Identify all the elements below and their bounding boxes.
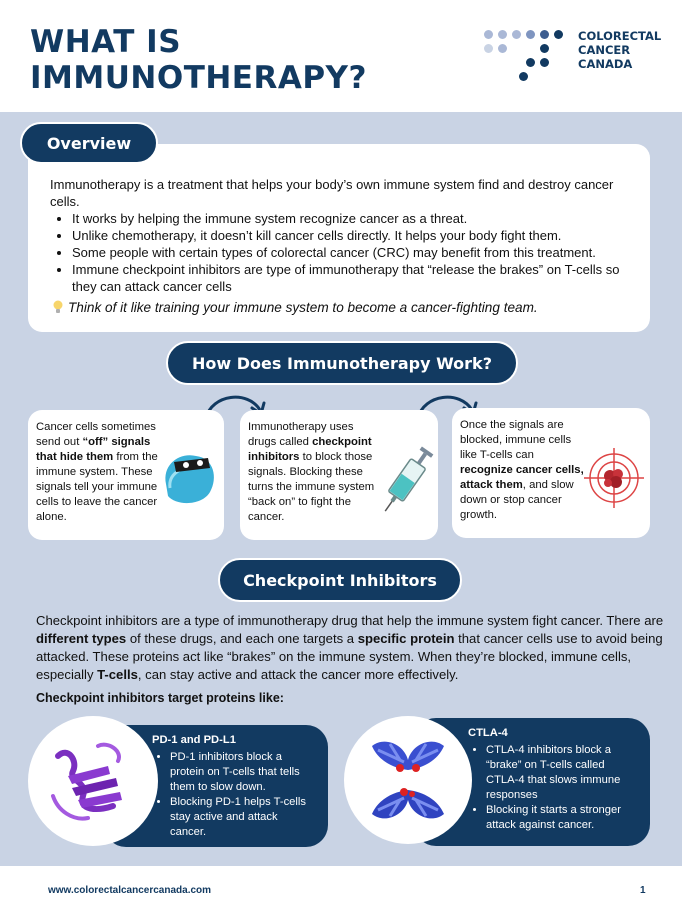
- syringe-icon: [378, 440, 436, 520]
- overview-bullet: • Immune checkpoint inhibitors are type of immunotherapy that “release the brakes” on T-cells so they can attack cancer cells: [72, 261, 636, 295]
- target-proteins-heading: Checkpoint inhibitors target proteins like:: [36, 691, 284, 705]
- title-line-1: WHAT IS: [30, 24, 182, 60]
- step-1-text: Cancer cells sometimes send out “off” signals that hide them from the immune system. These signals tell your immune cells to leave the cancer alone.: [36, 421, 158, 523]
- pd1-list: [152, 750, 316, 840]
- overview-bullet: • It works by helping the immune system recognize cancer as a threat.: [72, 210, 636, 227]
- logo-line-3: CANADA: [578, 57, 633, 71]
- step-card-3: [452, 408, 650, 538]
- step-3-text: Once the signals are blocked, immune cells like T-cells can recognize cancer cells, attack them, and slow down or stop cancer growth.: [460, 419, 584, 521]
- overview-bullet: • Some people with certain types of colorectal cancer (CRC) may benefit from this treatment.: [72, 244, 636, 261]
- logo-line-1: COLORECTAL: [578, 29, 662, 43]
- footer-website-link[interactable]: www.colorectalcancercanada.com: [48, 885, 212, 896]
- page-footer: [0, 866, 682, 915]
- lightbulb-icon: [50, 299, 66, 315]
- checkpoint-heading: Checkpoint Inhibitors: [218, 558, 462, 602]
- logo-text: [578, 29, 661, 71]
- step-2-text: Immunotherapy uses drugs called checkpoint inhibitors to block those signals. Blocking these turns the immune system “back on” to fight the cancer.: [248, 421, 375, 523]
- pd1-bullet: • PD-1 inhibitors block a protein on T-cells that tells them to slow down.: [170, 750, 316, 795]
- pd1-bullet: • Blocking PD-1 helps T-cells stay active and attack cancer.: [170, 795, 316, 840]
- overview-bullet: • Unlike chemotherapy, it doesn’t kill cancer cells directly. It helps your body fight them.: [72, 227, 636, 244]
- ctla4-bullet: • CTLA-4 inhibitors block a “brake” on T-cells called CTLA-4 that slows immune responses: [486, 743, 636, 803]
- cancer-cell-mask-icon: [156, 444, 220, 508]
- target-cancer-cell-icon: [582, 446, 646, 510]
- checkpoint-paragraph: Checkpoint inhibitors are a type of immunotherapy drug that help the immune system fight cancer. There are different types of these drugs, and each one targets a specific protein that cancer cells use to avoid being attacked. These proteins act like “brakes” on the immune system. When they’re blocked, immune cells, especially T-cells, can stay active and attack the cancer more effectively.: [36, 613, 664, 682]
- overview-intro: Immunotherapy is a treatment that helps your body’s own immune system find and destroy cancer cells.: [50, 177, 614, 209]
- page-header: [0, 0, 682, 112]
- how-heading: How Does Immunotherapy Work?: [166, 341, 518, 385]
- overview-tip: [50, 299, 636, 316]
- pd1-title: PD-1 and PD-L1: [152, 734, 236, 746]
- overview-heading: Overview: [20, 122, 158, 164]
- overview-card: [28, 144, 650, 332]
- ctla4-title: CTLA-4: [468, 727, 508, 739]
- title-line-2: IMMUNOTHERAPY?: [30, 60, 367, 96]
- ctla4-list: [468, 743, 636, 833]
- page-title: [30, 24, 367, 96]
- overview-list: [50, 210, 636, 295]
- ctla4-bullet: • Blocking it starts a stronger attack against cancer.: [486, 803, 636, 833]
- step-card-2: [240, 410, 438, 540]
- ctla4-protein-structure-icon: [354, 726, 462, 834]
- logo-dots-icon: [484, 30, 572, 84]
- ctla4-protein-image: [344, 716, 472, 844]
- overview-tip-text: Think of it like training your immune system to become a cancer-fighting team.: [68, 300, 538, 315]
- pd1-protein-structure-icon: [38, 726, 148, 836]
- logo-line-2: CANCER: [578, 43, 631, 57]
- step-card-1: [28, 410, 224, 540]
- page-number: 1: [640, 885, 646, 896]
- pd1-protein-image: [28, 716, 158, 846]
